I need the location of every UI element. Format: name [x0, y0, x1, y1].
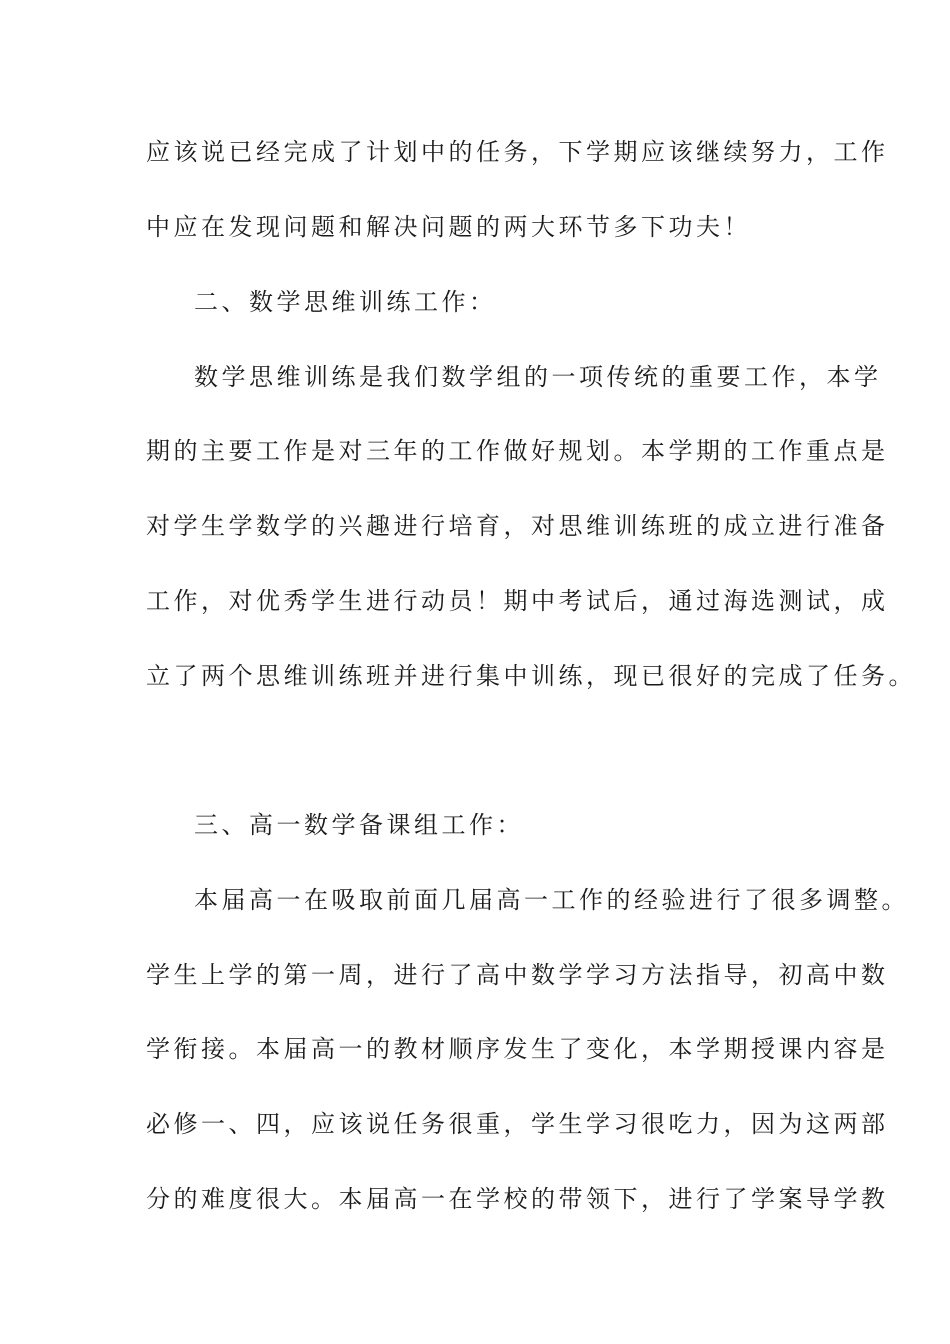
- paragraph-line: 数学思维训练是我们数学组的一项传统的重要工作，本学: [194, 363, 882, 391]
- paragraph-line: 必修一、四，应该说任务很重，学生学习很吃力，因为这两部: [146, 1110, 889, 1138]
- paragraph-line: 本届高一在吸取前面几届高一工作的经验进行了很多调整。: [194, 886, 909, 914]
- paragraph-line: 期的主要工作是对三年的工作做好规划。本学期的工作重点是: [146, 437, 889, 465]
- paragraph-line: 应该说已经完成了计划中的任务，下学期应该继续努力，工作: [146, 138, 889, 166]
- paragraph-line: 学衔接。本届高一的教材顺序发生了变化，本学期授课内容是: [146, 1035, 889, 1063]
- section-heading: 三、高一数学备课组工作：: [194, 811, 524, 839]
- paragraph-line: 立了两个思维训练班并进行集中训练，现已很好的完成了任务。: [146, 662, 916, 690]
- paragraph-line: 分的难度很大。本届高一在学校的带领下，进行了学案导学教: [146, 1185, 889, 1213]
- section-heading: 二、数学思维训练工作：: [194, 288, 497, 316]
- paragraph-line: 工作，对优秀学生进行动员！期中考试后，通过海选测试，成: [146, 587, 889, 615]
- paragraph-line: 对学生学数学的兴趣进行培育，对思维训练班的成立进行准备: [146, 512, 889, 540]
- paragraph-line: 中应在发现问题和解决问题的两大环节多下功夫！: [146, 213, 751, 241]
- paragraph-line: 学生上学的第一周，进行了高中数学学习方法指导，初高中数: [146, 961, 889, 989]
